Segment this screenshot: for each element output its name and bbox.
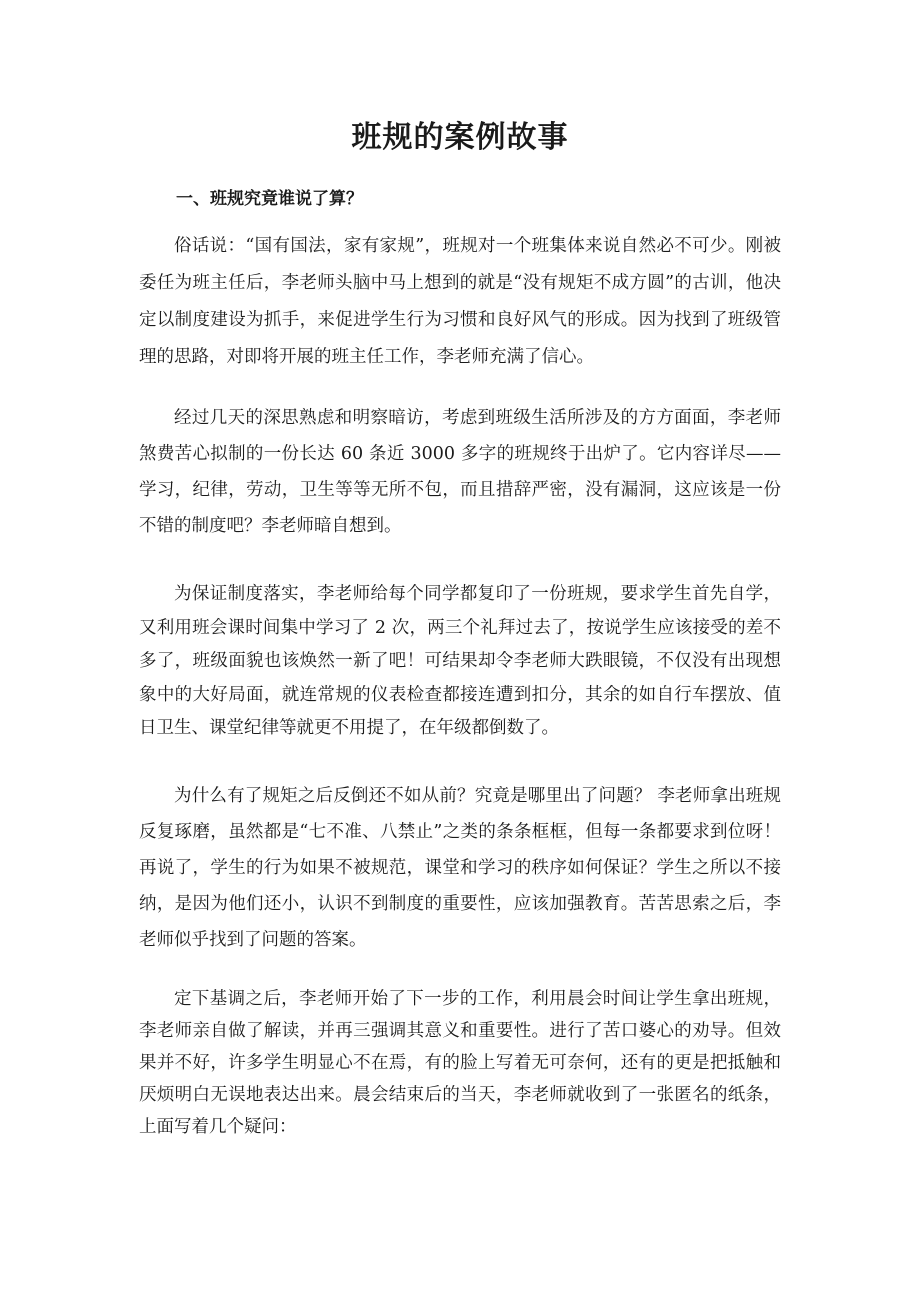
paragraph-5: 定下基调之后，李老师开始了下一步的工作，利用晨会时间让学生拿出班规，李老师亲自做了解读，并再三强调其意义和重要性。进行了苦口婆心的劝导。但效果并不好，许多学生明显心不在焉，有的脸上写着无可奈何，还有的更是把抵触和厌烦明白无误地表达出来。晨会结束后的当天，李老师就收到了一张匿名的纸条，上面写着几个疑问： — [139, 989, 781, 1137]
section-heading: 一、班规究竟谁说了算？ — [176, 189, 363, 209]
document-title: 班规的案例故事 — [351, 120, 569, 155]
paragraph-2: 经过几天的深思熟虑和明察暗访，考虑到班级生活所涉及的方方面面，李老师煞费苦心拟制的一份长达 60 条近 3000 多字的班规终于出炉了。它内容详尽——学习，纪律，劳动，卫生等等无所不包，而且措辞严密，没有漏洞，这应该是一份不错的制度吧？李老师暗自想到。 — [139, 408, 781, 536]
paragraph-3: 为保证制度落实，李老师给每个同学都复印了一份班规，要求学生首先自学，又利用班会课时间集中学习了 2 次，两三个礼拜过去了，按说学生应该接受的差不多了，班级面貌也该焕然一新了吧！可结果却令李老师大跌眼镜，不仅没有出现想象中的大好局面，就连常规的仪表检查都接连遭到扣分，其余的如自行车摆放、值日卫生、课堂纪律等就更不用提了，在年级都倒数了。 — [139, 584, 781, 738]
paragraph-1: 俗话说：“国有国法，家有家规”，班规对一个班集体来说自然必不可少。刚被委任为班主任后，李老师头脑中马上想到的就是“没有规矩不成方圆”的古训，他决定以制度建设为抓手，来促进学生行为习惯和良好风气的形成。因为找到了班级管理的思路，对即将开展的班主任工作，李老师充满了信心。 — [139, 236, 781, 367]
paragraph-4: 为什么有了规矩之后反倒还不如从前？究竟是哪里出了问题？ 李老师拿出班规反复琢磨，虽然都是“七不准、八禁止”之类的条条框框，但每一条都要求到位呀！再说了，学生的行为如果不被规范，课堂和学习的秩序如何保证？学生之所以不接纳，是因为他们还小，认识不到制度的重要性，应该加强教育。苦苦思索之后，李老师似乎找到了问题的答案。 — [139, 786, 781, 950]
